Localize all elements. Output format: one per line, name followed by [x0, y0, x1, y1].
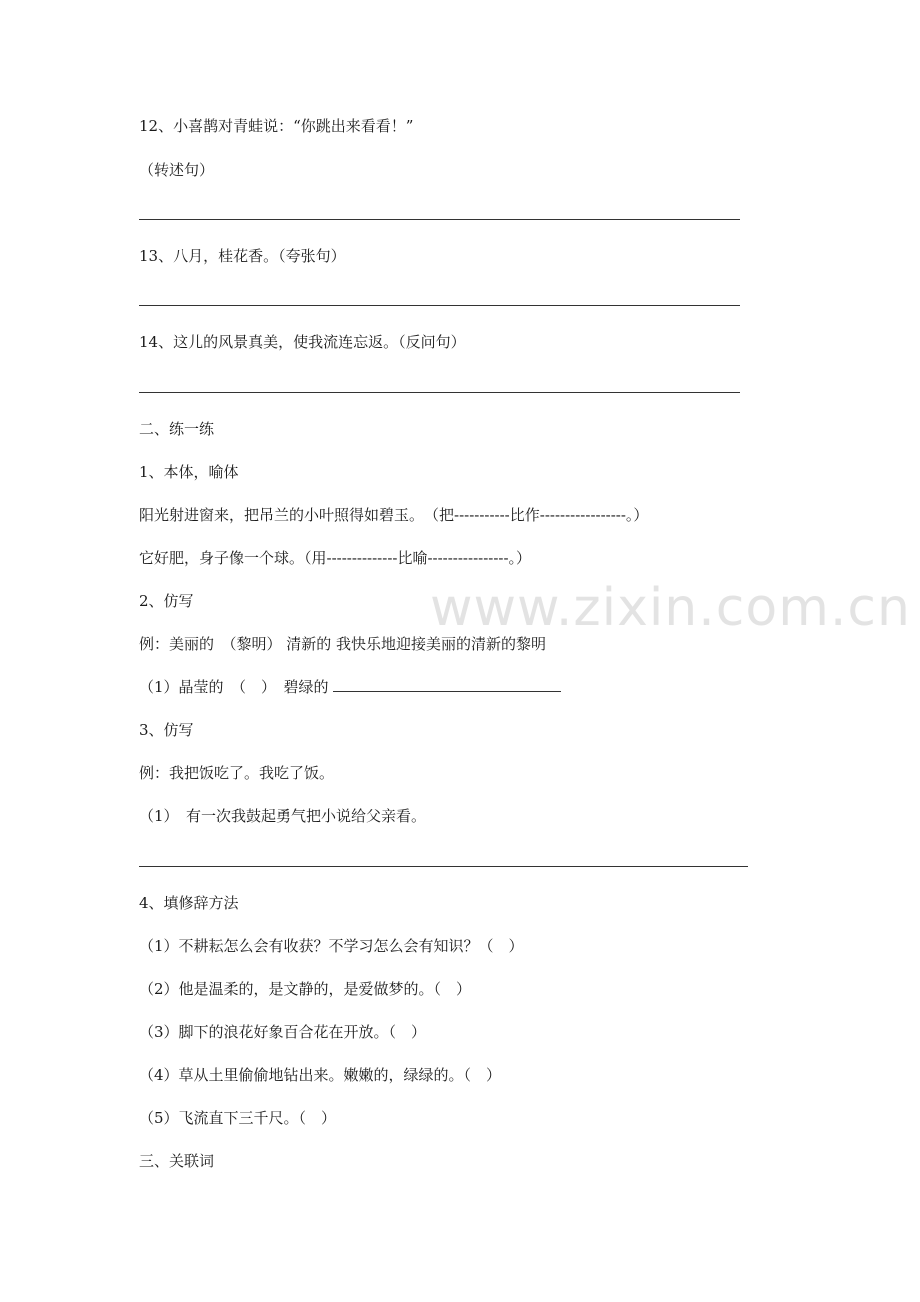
exercise-4-item-1: （1）不耕耘怎么会有收获？不学习怎么会有知识？（ ）: [139, 937, 524, 955]
exercise-3-title: 3、仿写: [139, 721, 194, 739]
section-3-heading: 三、关联词: [139, 1152, 215, 1170]
exercise-3-example: 例：我把饭吃了。我吃了饭。: [139, 764, 335, 782]
answer-blank-2-1[interactable]: [333, 691, 561, 692]
answer-line-12[interactable]: [139, 219, 740, 220]
question-12: 12、小喜鹊对青蛙说：“你跳出来看看！”: [139, 117, 414, 135]
exercise-4-item-5: （5）飞流直下三千尺。（ ）: [139, 1109, 337, 1127]
exercise-2-item-1-text: （1）晶莹的 （ ） 碧绿的: [139, 678, 329, 696]
exercise-2-example: 例：美丽的 （黎明） 清新的 我快乐地迎接美丽的清新的黎明: [139, 635, 547, 653]
question-13: 13、八月，桂花香。（夸张句）: [139, 247, 346, 265]
exercise-4-title: 4、填修辞方法: [139, 894, 239, 912]
answer-line-14[interactable]: [139, 392, 740, 393]
exercise-2-title: 2、仿写: [139, 592, 194, 610]
exercise-4-item-4: （4）草从土里偷偷地钻出来。嫩嫩的，绿绿的。（ ）: [139, 1066, 502, 1084]
exercise-4-item-2: （2）他是温柔的，是文静的，是爱做梦的。（ ）: [139, 980, 472, 998]
exercise-3-item-1: （1） 有一次我鼓起勇气把小说给父亲看。: [139, 807, 427, 825]
exercise-1-item-2: 它好肥，身子像一个球。（用--------------比喻----------------。）: [139, 549, 532, 567]
watermark: www.zixin.com.cn: [430, 578, 911, 638]
exercise-2-item-1: [139, 677, 561, 697]
question-14: 14、这儿的风景真美，使我流连忘返。（反问句）: [139, 333, 466, 351]
question-12-instruction: （转述句）: [139, 161, 215, 179]
answer-line-13[interactable]: [139, 305, 740, 306]
exercise-1-title: 1、本体，喻体: [139, 463, 239, 481]
answer-line-3-1[interactable]: [139, 866, 748, 867]
exercise-4-item-3: （3）脚下的浪花好象百合花在开放。（ ）: [139, 1023, 427, 1041]
exercise-1-item-1: 阳光射进窗来，把吊兰的小叶照得如碧玉。 （把-----------比作-----------------。）: [139, 506, 649, 524]
section-2-heading: 二、练一练: [139, 420, 215, 438]
